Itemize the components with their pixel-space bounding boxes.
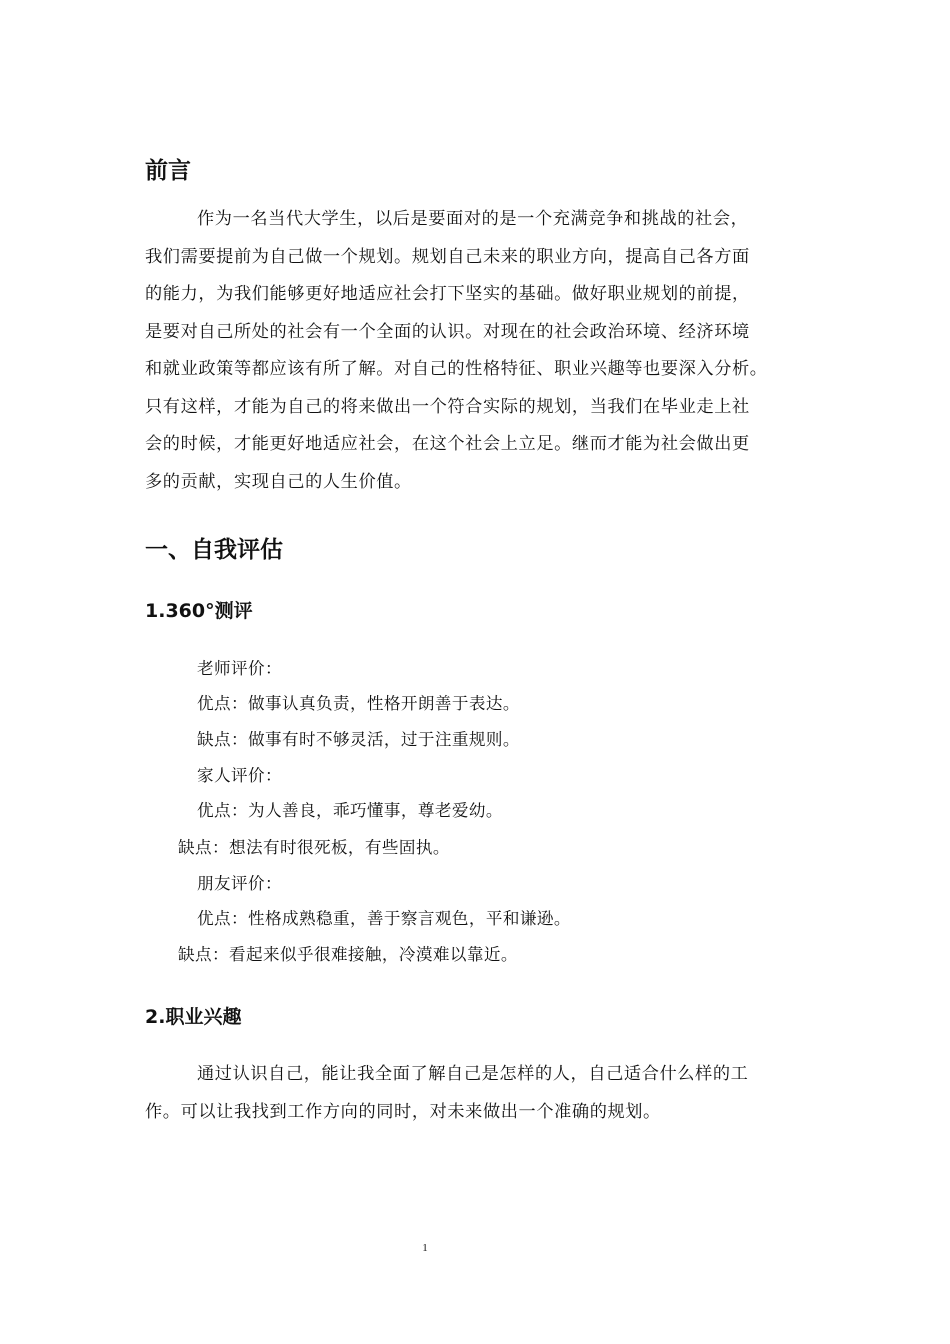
- family-pros: 优点：为人善良，乖巧懂事，尊老爱幼。: [197, 801, 503, 820]
- career-interest-paragraph: [145, 1056, 825, 1131]
- career-interest-line: 作。可以让我找到工作方向的同时，对未来做出一个准确的规划。: [145, 1101, 661, 1122]
- friend-pros: 优点：性格成熟稳重，善于察言观色，平和谦逊。: [197, 909, 571, 928]
- family-cons: 缺点：想法有时很死板，有些固执。: [178, 838, 450, 857]
- subsection-heading-career-interest: 2.职业兴趣: [145, 1006, 242, 1028]
- preface-paragraph: [145, 201, 825, 501]
- section-heading-self-assessment: 一、自我评估: [145, 537, 283, 563]
- preface-line: 和就业政策等都应该有所了解。对自己的性格特征、职业兴趣等也要深入分析。: [145, 359, 768, 379]
- friend-evaluation-label: 朋友评价：: [197, 874, 282, 893]
- teacher-evaluation-label: 老师评价：: [197, 659, 282, 678]
- preface-line: 是要对自己所处的社会有一个全面的认识。对现在的社会政治环境、经济环境: [145, 321, 750, 342]
- subsection-heading-360-evaluation: 1.360°测评: [145, 600, 253, 622]
- teacher-pros: 优点：做事认真负责，性格开朗善于表达。: [197, 694, 520, 713]
- preface-line: 作为一名当代大学生，以后是要面对的是一个充满竞争和挑战的社会，: [197, 209, 749, 229]
- preface-line: 的能力，为我们能够更好地适应社会打下坚实的基础。做好职业规划的前提，: [145, 284, 750, 304]
- preface-heading: 前言: [145, 158, 191, 184]
- preface-line: 会的时候，才能更好地适应社会，在这个社会上立足。继而才能为社会做出更: [145, 434, 750, 454]
- page-number: 1: [422, 1242, 428, 1254]
- family-evaluation-label: 家人评价：: [197, 766, 282, 785]
- career-interest-line: 通过认识自己，能让我全面了解自己是怎样的人，自己适合什么样的工: [197, 1064, 749, 1084]
- preface-line: 多的贡献，实现自己的人生价值。: [145, 471, 412, 492]
- preface-line: 我们需要提前为自己做一个规划。规划自己未来的职业方向，提高自己各方面: [145, 246, 750, 267]
- preface-line: 只有这样，才能为自己的将来做出一个符合实际的规划，当我们在毕业走上社: [145, 396, 750, 417]
- friend-cons: 缺点：看起来似乎很难接触，冷漠难以靠近。: [178, 945, 518, 964]
- teacher-cons: 缺点：做事有时不够灵活，过于注重规则。: [197, 730, 520, 749]
